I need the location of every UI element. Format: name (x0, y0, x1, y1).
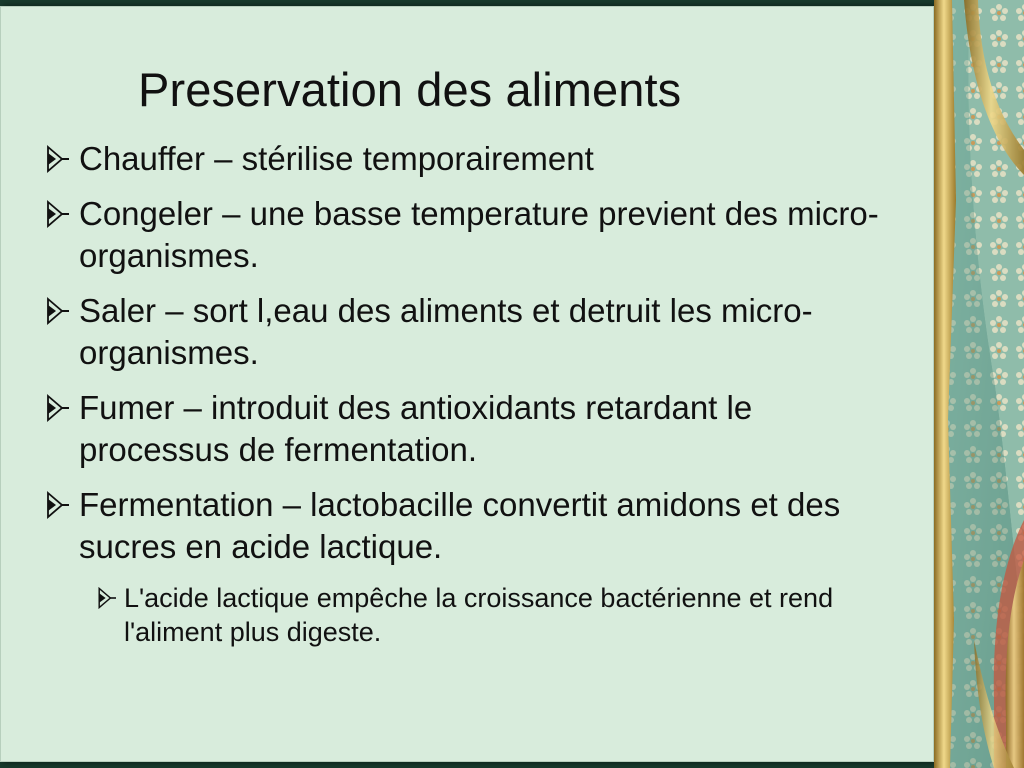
arrow-bullet-icon (44, 388, 74, 428)
arrow-bullet-icon (44, 291, 74, 331)
bullet-item (44, 387, 904, 471)
decorative-side-art (934, 0, 1024, 768)
bullet-list (44, 138, 904, 649)
slide-title: Preservation des aliments (138, 63, 682, 116)
bullet-text: Congeler – une basse temperature previent des micro-organismes. (79, 195, 879, 274)
bullet-item (44, 138, 904, 180)
arrow-bullet-icon (44, 139, 74, 179)
arrow-bullet-icon (44, 485, 74, 525)
bullet-text: Fumer – introduit des antioxidants retardant le processus de fermentation. (79, 389, 753, 468)
bullet-text: Saler – sort l,eau des aliments et detruit les micro-organismes. (79, 292, 813, 371)
slide-panel (0, 6, 934, 762)
sub-bullet-text: L'acide lactique empêche la croissance bactérienne et rend l'aliment plus digeste. (124, 583, 834, 647)
sub-bullet-item (96, 581, 904, 649)
bullet-item (44, 484, 904, 568)
bullet-text: Fermentation – lactobacille convertit amidons et des sucres en acide lactique. (79, 486, 841, 565)
arrow-bullet-icon (96, 582, 120, 614)
bullet-text: Chauffer – stérilise temporairement (79, 140, 594, 177)
bullet-item (44, 290, 904, 374)
bullet-item (44, 193, 904, 277)
arrow-bullet-icon (44, 194, 74, 234)
floral-pattern-icon (934, 0, 1024, 768)
